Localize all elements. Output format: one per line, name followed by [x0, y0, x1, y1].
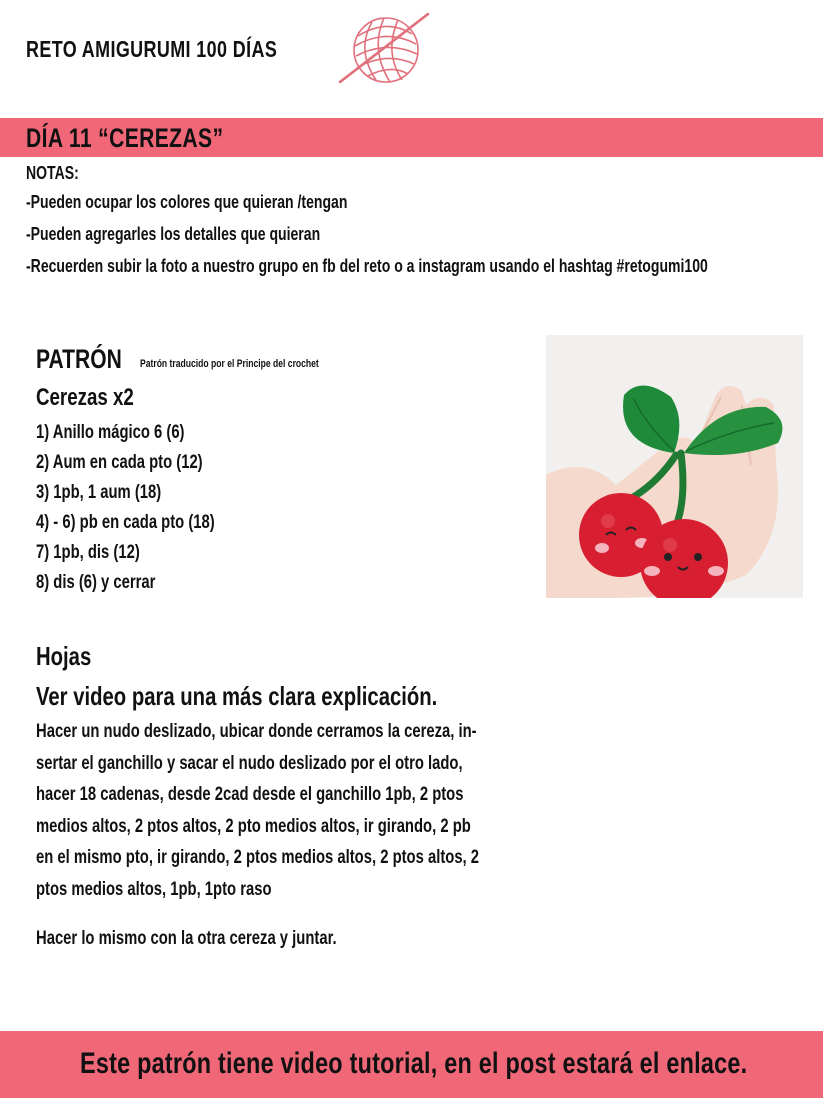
cherries-title: Cerezas x2 — [36, 384, 134, 411]
pattern-credit: Patrón traducido por el Principe del crochet — [140, 357, 319, 370]
leaves-instruction-line: Hacer un nudo deslizado, ubicar donde cerramos la cereza, in- — [36, 721, 477, 742]
leaves-instruction-line: medios altos, 2 ptos altos, 2 pto medios altos, ir girando, 2 pb — [36, 815, 471, 837]
pattern-step: 1) Anillo mágico 6 (6) — [36, 422, 185, 443]
cherry-amigurumi-photo — [546, 335, 803, 598]
leaves-title: Hojas — [36, 641, 92, 671]
pattern-step: 4) - 6) pb en cada pto (18) — [36, 512, 215, 533]
pattern-step: 8) dis (6) y cerrar — [36, 572, 156, 593]
pattern-section — [36, 340, 556, 598]
leaves-instruction-line: sertar el ganchillo y sacar el nudo deslizado por el otro lado, — [36, 752, 463, 774]
leaves-instruction-line: hacer 18 cadenas, desde 2cad desde el ganchillo 1pb, 2 ptos — [36, 784, 464, 805]
note-line: -Pueden agregarles los detalles que quieran — [26, 224, 321, 244]
pattern-title: PATRÓN — [36, 344, 122, 374]
pattern-step: 2) Aum en cada pto (12) — [36, 452, 203, 473]
day-title: DÍA 11 “CEREZAS” — [26, 123, 224, 153]
footer-text: Este patrón tiene video tutorial, en el post estará el enlace. — [80, 1047, 748, 1080]
note-line: -Recuerden subir la foto a nuestro grupo en fb del reto o a instagram usando el hashtag #retogumi100 — [26, 256, 708, 276]
leaves-section — [36, 636, 556, 905]
leaves-final-note: Hacer lo mismo con la otra cereza y juntar. — [36, 928, 337, 949]
pattern-step: 3) 1pb, 1 aum (18) — [36, 482, 162, 503]
notes-section — [26, 160, 823, 282]
yarn-ball-crochet-hook-icon — [336, 8, 432, 90]
leaves-instruction-line: ptos medios altos, 1pb, 1pto raso — [36, 878, 272, 900]
notes-title: NOTAS: — [26, 163, 79, 183]
leaves-instruction-line: en el mismo pto, ir girando, 2 ptos medios altos, 2 ptos altos, 2 — [36, 847, 480, 868]
header-title: RETO AMIGURUMI 100 DÍAS — [26, 36, 278, 62]
pattern-step: 7) 1pb, dis (12) — [36, 542, 140, 563]
leaves-subtitle: Ver video para una más clara explicación. — [36, 681, 438, 711]
note-line: -Pueden ocupar los colores que quieran /tengan — [26, 192, 348, 212]
